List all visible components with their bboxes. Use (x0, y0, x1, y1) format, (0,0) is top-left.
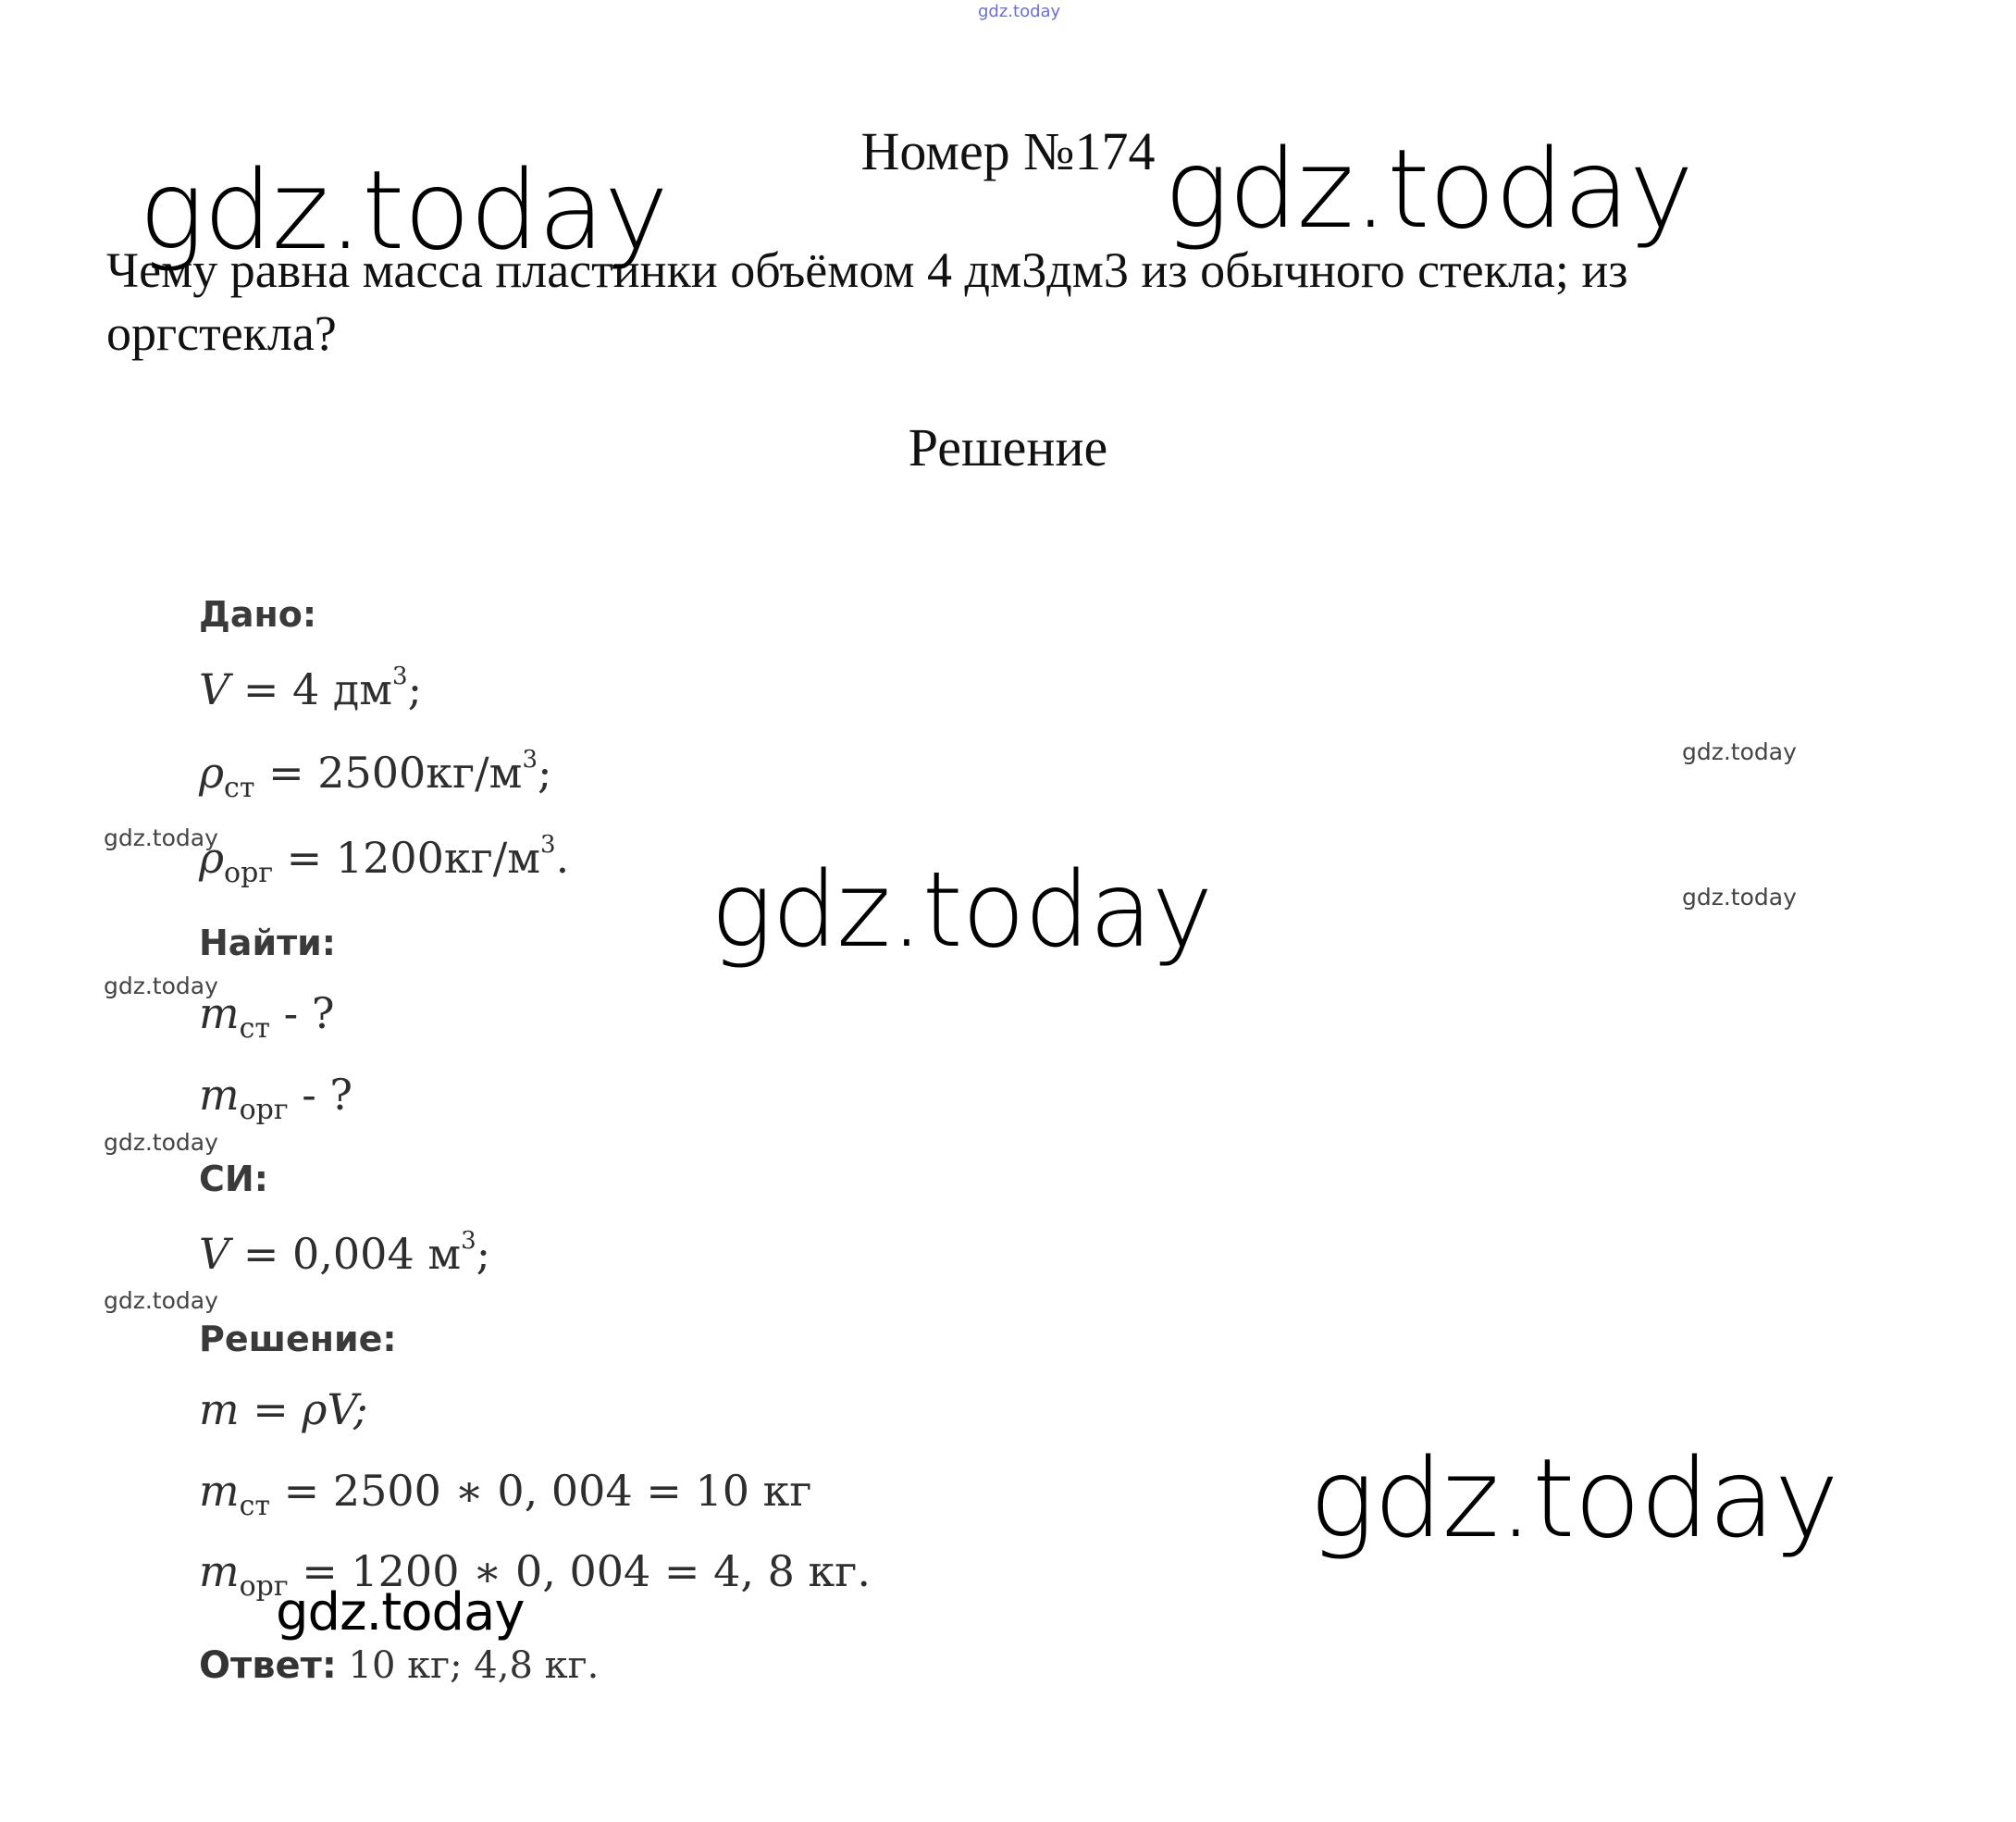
calc-mass-glass (199, 1466, 812, 1522)
calc-value: = 2500 ∗ 0, 004 = 10 кг (270, 1466, 812, 1516)
mass-symbol: m (199, 988, 240, 1038)
volume-symbol: V (199, 1229, 230, 1279)
volume-end: ; (407, 664, 423, 714)
mass-symbol: m (199, 1070, 240, 1120)
watermark-large: gdz.today (139, 146, 668, 274)
watermark-top: gdz.today (978, 2, 1061, 21)
mass-question: - ? (288, 1070, 353, 1120)
density-subscript: ст (224, 772, 255, 804)
answer-line (199, 1644, 600, 1687)
answer-label: Ответ: (199, 1644, 337, 1687)
given-label: Дано: (199, 594, 317, 635)
density-end: . (555, 833, 570, 883)
volume-exponent: 3 (392, 663, 408, 690)
density-subscript: орг (224, 857, 274, 889)
density-value: = 1200кг/м (273, 833, 541, 883)
calc-value: = 1200 ∗ 0, 004 = 4, 8 кг. (288, 1546, 871, 1596)
volume-value: = 4 дм (229, 664, 393, 714)
density-end: ; (537, 748, 552, 798)
watermark-small: gdz.today (104, 1129, 218, 1156)
given-density-glass (199, 748, 551, 802)
si-label: СИ: (199, 1159, 268, 1199)
density-exponent: 3 (522, 746, 538, 774)
given-density-plexiglass (199, 833, 569, 887)
watermark-large: gdz.today (1164, 125, 1693, 253)
solution-label: Решение: (199, 1319, 397, 1359)
volume-value: = 0,004 м (229, 1229, 462, 1279)
si-volume (199, 1227, 491, 1279)
watermark-small: gdz.today (1682, 738, 1797, 765)
mass-symbol: m (199, 1466, 240, 1516)
solution-heading: Решение (908, 417, 1108, 477)
volume-end: ; (476, 1229, 491, 1279)
find-mass-plexiglass (199, 1070, 353, 1126)
mass-subscript: ст (239, 1012, 271, 1045)
find-mass-glass (199, 988, 335, 1045)
mass-symbol: m (199, 1546, 240, 1596)
page-title: Номер №174 (860, 121, 1156, 181)
volume-exponent: 3 (461, 1227, 476, 1255)
volume-symbol: V (199, 664, 230, 714)
mass-subscript: орг (239, 1570, 289, 1603)
given-volume (199, 663, 423, 714)
watermark-small: gdz.today (104, 1287, 218, 1314)
problem-statement: Чему равна масса пластинки объёмом 4 дм3дм3 из обычного стекла; из оргстекла? (106, 242, 1628, 361)
watermark-large: gdz.today (1309, 1434, 1838, 1562)
density-value: = 2500кг/м (254, 748, 523, 798)
density-symbol: ρ (199, 833, 225, 883)
watermark-large: gdz.today (711, 850, 1213, 971)
mass-question: - ? (270, 988, 335, 1038)
find-label: Найти: (199, 923, 336, 963)
watermark-small: gdz.today (104, 973, 218, 999)
answer-value: 10 кг; 4,8 кг. (336, 1644, 600, 1687)
mass-subscript: ст (239, 1490, 271, 1522)
watermark-medium: gdz.today (276, 1582, 525, 1642)
formula-rest: = ρV; (239, 1384, 368, 1434)
density-symbol: ρ (199, 748, 225, 798)
watermark-small: gdz.today (104, 824, 218, 851)
density-exponent: 3 (540, 831, 556, 859)
mass-symbol: m (199, 1384, 240, 1434)
mass-subscript: орг (239, 1094, 289, 1126)
formula-mass (199, 1384, 368, 1434)
watermark-small: gdz.today (1682, 884, 1797, 911)
